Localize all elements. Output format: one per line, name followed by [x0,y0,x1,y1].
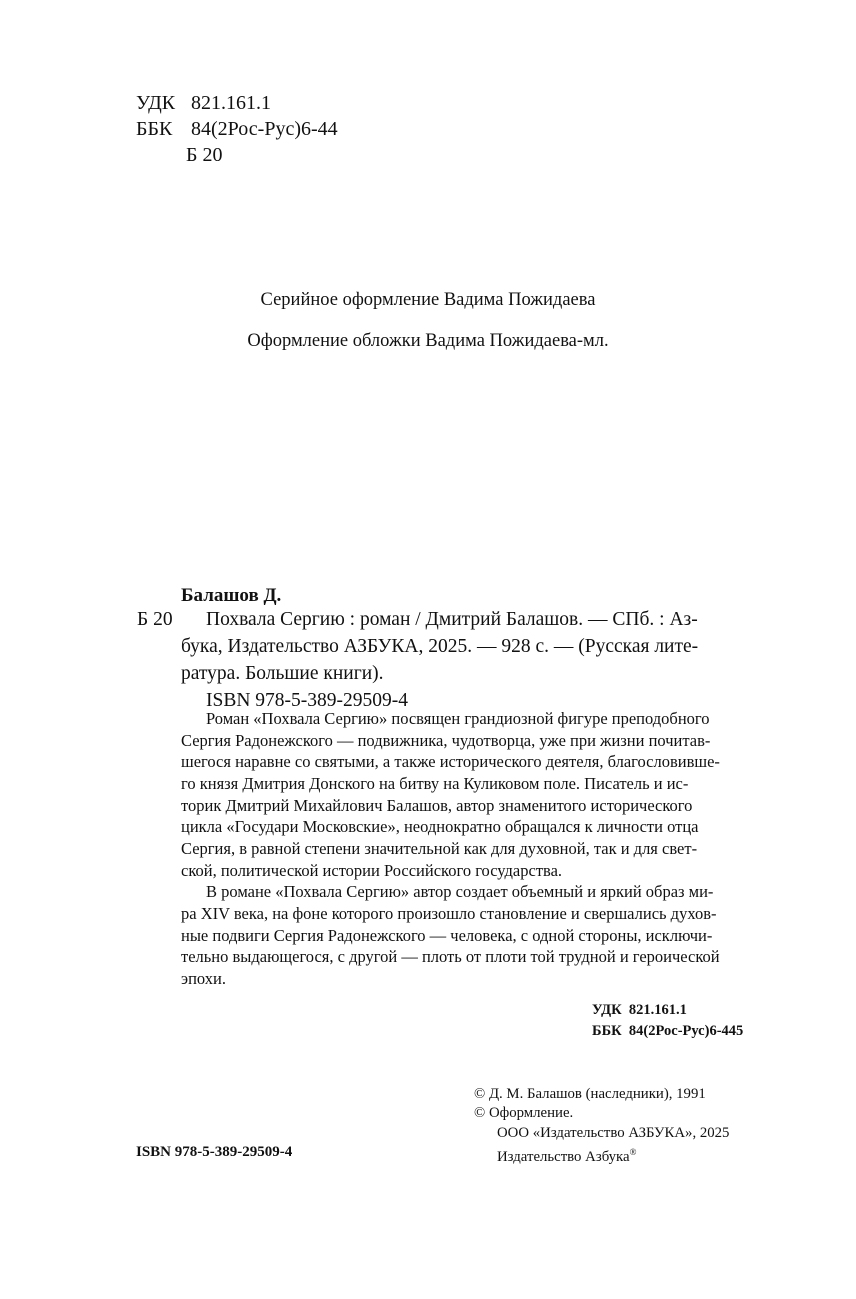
cover-design-credit: Оформление обложки Вадима Пожидаева-мл. [247,331,609,351]
udk-label: УДК [136,92,176,114]
bbk-value: 84(2Рос-Рус)6-44 [191,118,338,140]
annotation-line: торик Дмитрий Михайлович Балашов, автор знаменитого исторического [181,796,693,815]
registered-mark: ® [629,1147,637,1157]
bbk-bottom: ББК 84(2Рос-Рус)6-445 [592,1023,744,1039]
annotation-line: тельно выдающегося, с другой — плоть от плоти той трудной и героической [181,947,720,966]
annotation-line: го князя Дмитрия Донского на битву на Куликовом поле. Писатель и ис- [181,774,689,793]
record-title-line: Похвала Сергию : роман / Дмитрий Балашов. — СПб. : Аз- [206,609,698,630]
series-design-credit: Серийное оформление Вадима Пожидаева [260,290,596,310]
annotation-line: цикла «Государи Московские», неоднократно обращался к личности отца [181,817,699,836]
record-isbn: ISBN 978-5-389-29509-4 [206,690,409,711]
copyright-author: © Д. М. Балашов (наследники), 1991 [474,1086,706,1102]
annotation-line: шегося наравне со святыми, а также исторического деятеля, благословивше- [181,752,720,771]
record-author-sign: Б 20 [137,609,173,630]
udk-bottom: УДК 821.161.1 [592,1002,687,1018]
record-author: Балашов Д. [181,585,282,606]
copyright-design: © Оформление. [474,1105,574,1121]
author-sign-top: Б 20 [186,144,223,166]
udk-code [136,91,271,115]
annotation-line: ской, политической истории Российского государства. [181,861,563,880]
annotation-line: ра XIV века, на фоне которого произошло становление и свершались духов- [181,904,717,923]
annotation-line: Сергия, в равной степени значительной как для духовной, так и для свет- [181,839,698,858]
annotation-line: ные подвиги Сергия Радонежского — человека, с одной стороны, исключи- [181,926,713,945]
bbk-label: ББК [136,118,173,140]
annotation-line: Сергия Радонежского — подвижника, чудотворца, уже при жизни почитав- [181,731,711,750]
record-title-line: бука, Издательство АЗБУКА, 2025. — 928 с. — (Русская лите- [181,636,699,657]
udk-value: 821.161.1 [191,92,271,114]
annotation-line: Роман «Похвала Сергию» посвящен грандиозной фигуре преподобного [206,709,710,728]
annotation-line: В романе «Похвала Сергию» автор создает объемный и яркий образ ми- [206,882,714,901]
copyright-imprint [497,1143,636,1167]
record-title-line: ратура. Большие книги). [181,663,384,684]
bbk-code [136,117,338,141]
imprint-name: Издательство Азбука [497,1148,630,1165]
copyright-publisher: ООО «Издательство АЗБУКА», 2025 [497,1125,730,1141]
annotation-line: эпохи. [181,969,226,988]
isbn-bottom: ISBN 978-5-389-29509-4 [136,1144,293,1160]
